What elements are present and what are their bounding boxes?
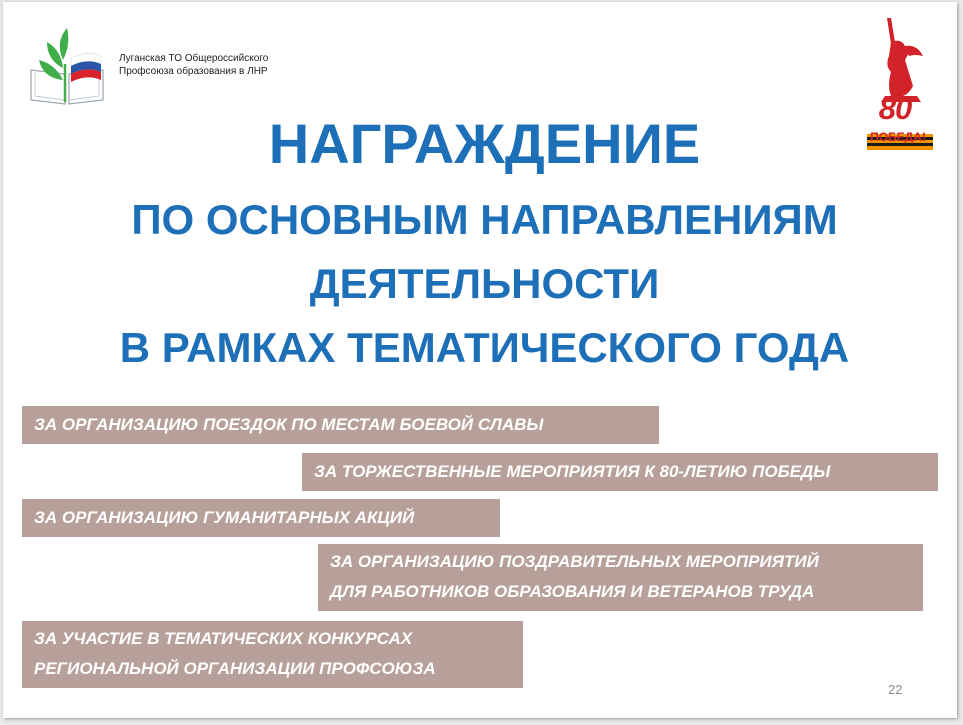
title-line-4: В РАМКАХ ТЕМАТИЧЕСКОГО ГОДА [119, 324, 850, 371]
award-item-text-line1: ЗА УЧАСТИЕ В ТЕМАТИЧЕСКИХ КОНКУРСАХ [34, 629, 413, 648]
award-item-text: ЗА ОРГАНИЗАЦИЮ ПОЕЗДОК ПО МЕСТАМ БОЕВОЙ СЛАВЫ [34, 415, 544, 434]
award-item [22, 406, 659, 444]
award-item [302, 453, 938, 491]
award-item-text: ЗА ОРГАНИЗАЦИЮ ГУМАНИТАРНЫХ АКЦИЙ [34, 508, 415, 527]
victory-anniversary-word: ПОБЕДА! [870, 130, 926, 144]
organization-name [119, 52, 268, 78]
award-item [22, 621, 523, 688]
title-line-1: НАГРАЖДЕНИЕ [268, 112, 701, 175]
slide [3, 2, 957, 718]
organization-name-line1: Луганская ТО Общероссийского [119, 53, 269, 64]
award-item-text-line1: ЗА ОРГАНИЗАЦИЮ ПОЗДРАВИТЕЛЬНЫХ МЕРОПРИЯТИЙ [330, 552, 819, 571]
organization-name-line2: Профсоюза образования в ЛНР [119, 66, 268, 77]
award-item [318, 544, 923, 611]
award-item-text-line2: РЕГИОНАЛЬНОЙ ОРГАНИЗАЦИИ ПРОФСОЮЗА [34, 659, 436, 678]
award-item-text-line2: ДЛЯ РАБОТНИКОВ ОБРАЗОВАНИЯ И ВЕТЕРАНОВ ТРУДА [330, 582, 815, 601]
slide-page-number: 22 [888, 682, 903, 697]
title-line-3: ДЕЯТЕЛЬНОСТИ [309, 260, 660, 307]
union-logo-icon [25, 20, 109, 106]
victory-anniversary-number: 80 [878, 91, 912, 126]
title-line-2: ПО ОСНОВНЫМ НАПРАВЛЕНИЯМ [131, 196, 838, 243]
award-item-text: ЗА ТОРЖЕСТВЕННЫЕ МЕРОПРИЯТИЯ К 80-ЛЕТИЮ ПОБЕДЫ [314, 462, 831, 481]
award-item [22, 499, 500, 537]
